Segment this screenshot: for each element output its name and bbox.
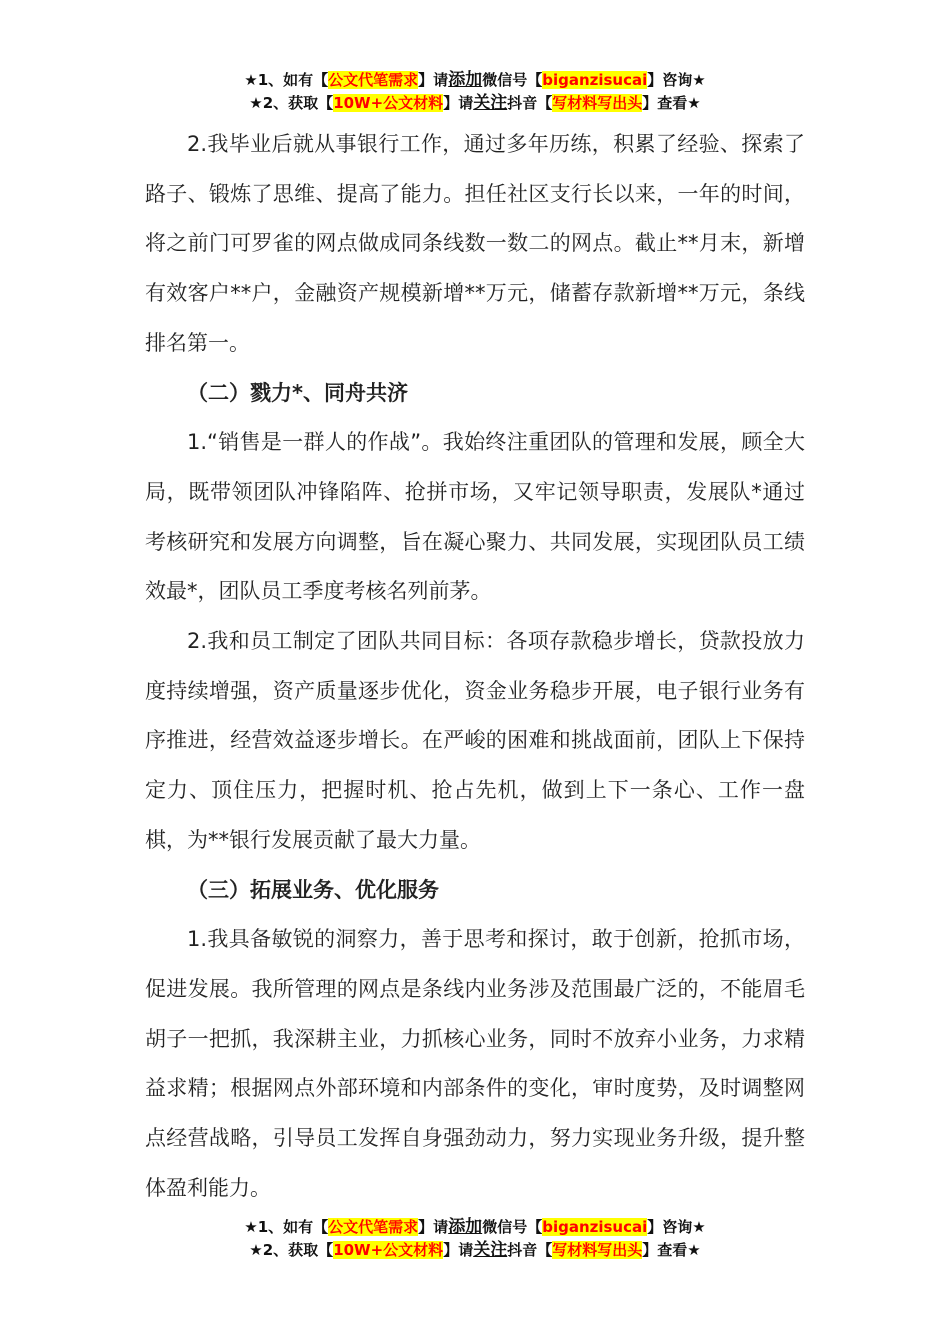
ad-emphasis: 添加	[448, 1217, 483, 1237]
ad-text: 】咨询★	[647, 71, 706, 89]
ad-text: 微信号【	[482, 71, 543, 89]
header-ad-banner	[0, 69, 950, 115]
ad-text: 】请	[418, 71, 449, 89]
ad-text: ★2、获取【	[249, 94, 334, 112]
ad-emphasis: 关注	[473, 93, 508, 113]
ad-text: 】咨询★	[647, 1218, 706, 1236]
ad-emphasis: 关注	[473, 1240, 508, 1260]
ad-line-1	[0, 69, 950, 92]
ad-text: 抖音【	[507, 94, 553, 112]
section-heading: （三）拓展业务、优化服务	[187, 877, 439, 902]
ad-line-2	[0, 1239, 950, 1262]
ad-text: 】查看★	[642, 1241, 701, 1259]
ad-douyin-id: 写材料写出头	[552, 1241, 643, 1259]
ad-text: ★1、如有【	[244, 71, 329, 89]
ad-text: ★1、如有【	[244, 1218, 329, 1236]
document-body	[145, 120, 805, 1213]
ad-emphasis: 添加	[448, 70, 483, 90]
section-heading: （二）戮力*、同舟共济	[187, 380, 408, 405]
paragraph: 2.我毕业后就从事银行工作，通过多年历练，积累了经验、探索了路子、锻炼了思维、提高了能力。担任社区支行长以来，一年的时间，将之前门可罗雀的网点做成同条线数一数二的网点。截止**月末，新增有效客户**户，金融资产规模新增**万元，储蓄存款新增**万元，条线排名第一。	[145, 132, 805, 355]
ad-text: ★2、获取【	[249, 1241, 334, 1259]
ad-text: 】请	[443, 94, 474, 112]
ad-wechat-id: biganzisucai	[542, 71, 648, 89]
ad-highlight: 公文代笔需求	[328, 1218, 419, 1236]
ad-text: 抖音【	[507, 1241, 553, 1259]
paragraph: 2.我和员工制定了团队共同目标：各项存款稳步增长，贷款投放力度持续增强，资产质量逐步优化，资金业务稳步开展，电子银行业务有序推进，经营效益逐步增长。在严峻的困难和挑战面前，团队上下保持定力、顶住压力，把握时机、抢占先机，做到上下一条心、工作一盘棋，为**银行发展贡献了最大力量。	[145, 629, 805, 852]
ad-text: 】查看★	[642, 94, 701, 112]
ad-highlight: 10W+公文材料	[333, 94, 444, 112]
ad-line-1	[0, 1216, 950, 1239]
ad-text: 】请	[418, 1218, 449, 1236]
paragraph: 1.“销售是一群人的作战”。我始终注重团队的管理和发展，顾全大局，既带领团队冲锋陷阵、抢拼市场，又牢记领导职责，发展队*通过考核研究和发展方向调整，旨在凝心聚力、共同发展，实现团队员工绩效最*，团队员工季度考核名列前茅。	[145, 430, 805, 604]
ad-text: 微信号【	[482, 1218, 543, 1236]
ad-highlight: 10W+公文材料	[333, 1241, 444, 1259]
paragraph: 1.我具备敏锐的洞察力，善于思考和探讨，敢于创新，抢抓市场，促进发展。我所管理的网点是条线内业务涉及范围最广泛的，不能眉毛胡子一把抓，我深耕主业，力抓核心业务，同时不放弃小业务，力求精益求精；根据网点外部环境和内部条件的变化，审时度势，及时调整网点经营战略，引导员工发挥自身强劲动力，努力实现业务升级，提升整体盈利能力。	[145, 927, 805, 1200]
ad-line-2	[0, 92, 950, 115]
ad-text: 】请	[443, 1241, 474, 1259]
footer-ad-banner	[0, 1216, 950, 1262]
ad-douyin-id: 写材料写出头	[552, 94, 643, 112]
ad-highlight: 公文代笔需求	[328, 71, 419, 89]
ad-wechat-id: biganzisucai	[542, 1218, 648, 1236]
